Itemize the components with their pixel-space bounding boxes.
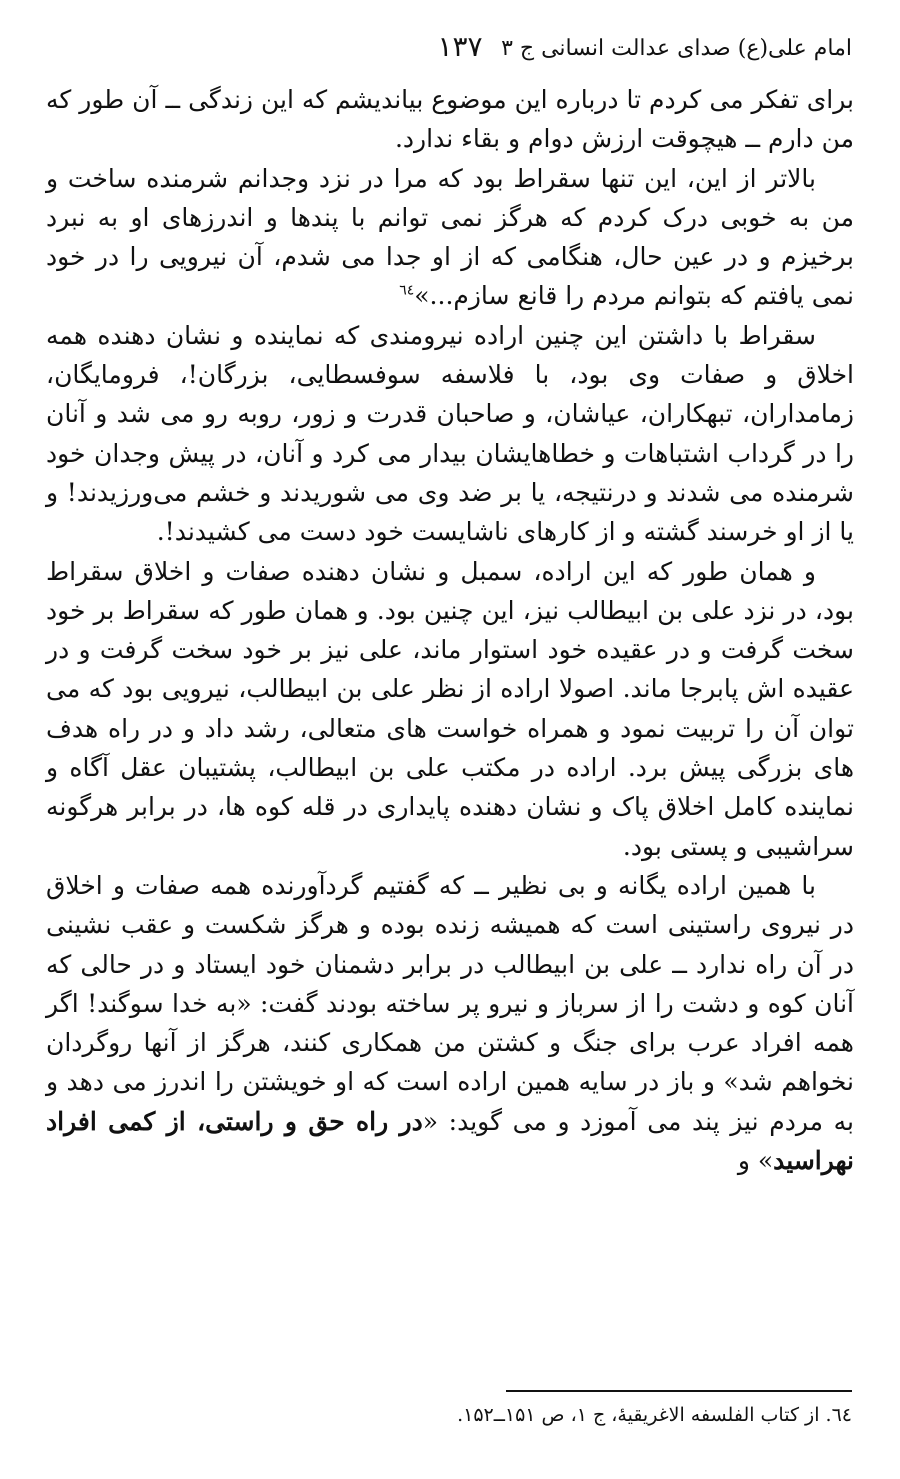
paragraph-text: سقراط با داشتن این چنین اراده نیرومندی که نماینده و نشان دهنده همه اخلاق و صفات وی بود، با فلاسفه سوفسطایی، بزرگان!، فرومایگان، زمامداران، تبهکاران، عیاشان، و صاحبان قدرت و زور، روبه رو می شد و آنان را در گرداب اشتباهات و خطاهایشان بیدار می کرد و آنان، در پیش وجدان خود شرمنده می شدند و درنتیجه، یا بر ضد وی می شوریدند و خشم می‌ورزیدند! و یا از او خرسند گشته و از کارهای ناشایست خود دست می کشیدند!. <box>46 320 854 547</box>
paragraph <box>46 866 854 1180</box>
paragraph <box>46 80 854 159</box>
main-text <box>46 80 854 1180</box>
running-title: امام علی(ع) صدای عدالت انسانی ج ۳ <box>501 36 852 61</box>
footnote: ٦٤. از کتاب الفلسفه الاغریقیهٔ، ج ۱، ص ۱۵۱ــ۱۵۲. <box>457 1404 852 1426</box>
footnote-divider <box>506 1390 852 1392</box>
paragraph <box>46 316 854 552</box>
paragraph <box>46 552 854 866</box>
page-number: ۱۳۷ <box>437 30 483 63</box>
bold-quote: در راه حق و راستی، از کمی افراد نهراسید <box>46 1106 854 1176</box>
paragraph-tail: » و <box>737 1146 774 1176</box>
paragraph-text: با همین اراده یگانه و بی نظیر ــ که گفتیم گردآورنده همه صفات و اخلاق در نیروی راستینی است که همیشه زنده بوده و هرگز شکست و عقب نشینی در آن راه ندارد ــ علی بن ابیطالب در برابر دشمنان خود ایستاد و در حالی که آنان کوه و دشت را از سرباز و نیرو پر ساخته بودند گفت: «به خدا سوگند! اگر همه افراد عرب برای جنگ و کشتن من همکاری کنند، هرگز از آنها روگردان نخواهم شد» و باز در سایه همین اراده است که او خویشتن را اندرز می دهد و به مردم نیز پند می آموزد و می گوید: « <box>46 870 854 1136</box>
paragraph <box>46 159 854 316</box>
paragraph-text: و همان طور که این اراده، سمبل و نشان دهنده صفات و اخلاق سقراط بود، در نزد علی بن ابیطالب نیز، این چنین بود. و همان طور که سقراط بر خود سخت گرفت و در عقیده خود استوار ماند، علی نیز بر خود سخت گرفت و در عقیده اش پابرجا ماند. اصولا اراده از نظر علی بن ابیطالب، نیرویی بود که می توان آن را تربیت نمود و همراه خواست های متعالی، رشد داد و در راه هدف های بزرگی پیش برد. اراده در مکتب علی بن ابیطالب، پشتیبان عقل آگاه و نماینده کامل اخلاق پاک و نشان دهنده پایداری در قله کوه ها، در برابر هرگونه سراشیبی و پستی بود. <box>46 556 854 861</box>
footnote-reference[interactable]: ٦٤ <box>399 283 415 300</box>
paragraph-text: بالاتر از این، این تنها سقراط بود که مرا در نزد وجدانم شرمنده ساخت و من به خوبی درک کردم که هرگز نمی توانم با پندها و اندرزهای او به نبرد برخیزم و در عین حال، هنگامی که از او جدا می شدم، آن نیرویی را در خود نمی یافتم که بتوانم مردم را قانع سازم...» <box>46 163 854 311</box>
paragraph-text: برای تفکر می کردم تا درباره این موضوع بیاندیشم که این زندگی ــ آن طور که من دارم ــ هیچوقت ارزش دوام و بقاء ندارد. <box>46 85 854 154</box>
